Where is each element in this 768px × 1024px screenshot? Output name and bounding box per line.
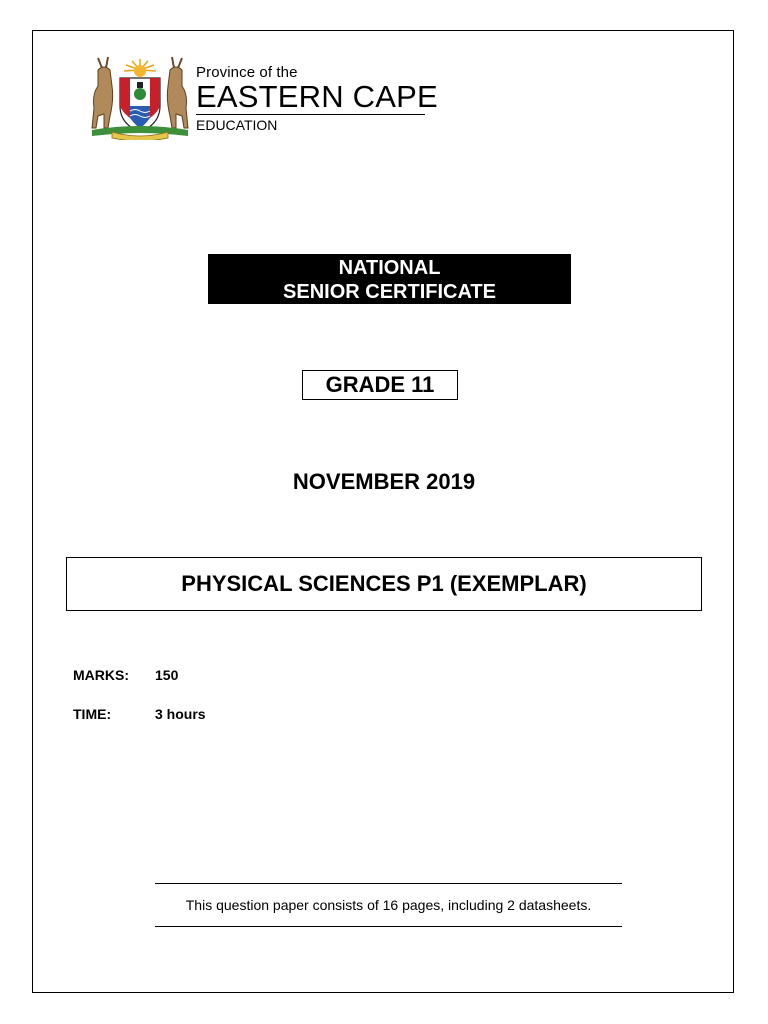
exam-date: NOVEMBER 2019 [292, 469, 476, 494]
time-label: TIME: [73, 706, 112, 722]
marks-label: MARKS: [73, 667, 129, 683]
certificate-banner [208, 254, 571, 304]
logo-province-name: EASTERN CAPE [196, 79, 438, 114]
coat-of-arms-icon [84, 56, 196, 140]
logo-province-text: Province of the [196, 64, 298, 81]
grade-box: GRADE 11 [302, 370, 458, 400]
page-count-note: This question paper consists of 16 pages, including 2 datasheets. [185, 897, 592, 913]
logo-department: EDUCATION [196, 117, 278, 134]
certificate-line1: NATIONAL [338, 257, 441, 279]
department-logo [84, 56, 438, 140]
logo-divider [196, 114, 425, 115]
marks-value: 150 [155, 667, 179, 683]
subject-title: PHYSICAL SCIENCES P1 (EXEMPLAR) [66, 557, 702, 611]
footer-top-rule [155, 883, 622, 884]
footer-bottom-rule [155, 926, 622, 927]
certificate-line2: SENIOR CERTIFICATE [283, 281, 496, 303]
time-value: 3 hours [155, 706, 206, 722]
page-border [32, 30, 734, 993]
logo-text [196, 64, 438, 134]
